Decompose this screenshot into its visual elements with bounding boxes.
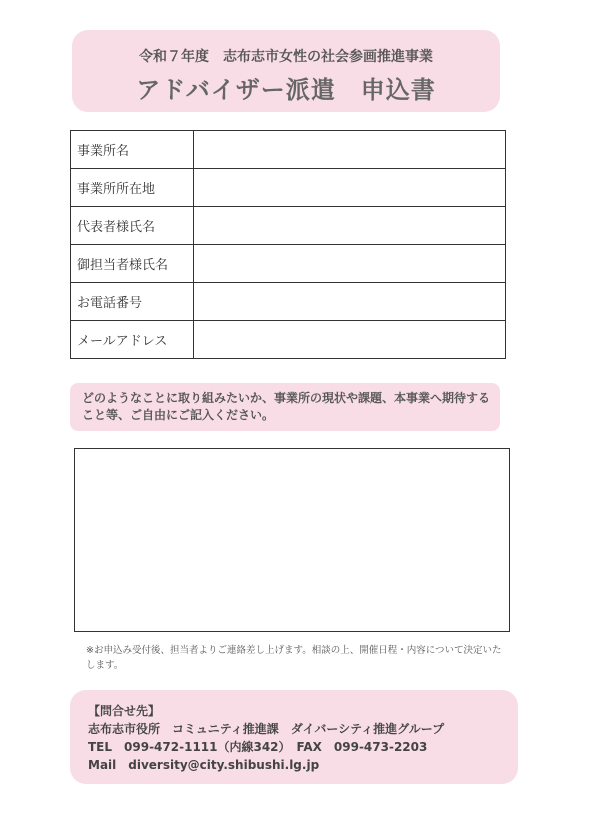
free-text-prompt-banner — [70, 383, 500, 431]
contact-organization: 志布志市役所 コミュニティ推進課 ダイバーシティ推進グループ — [88, 722, 445, 736]
contact-info-box — [70, 690, 518, 784]
form-title: アドバイザー派遣 申込書 — [136, 76, 436, 104]
label-email: メールアドレス — [71, 321, 194, 359]
free-text-area[interactable] — [74, 448, 510, 632]
contact-heading: 【問合せ先】 — [88, 704, 161, 718]
input-email[interactable] — [193, 321, 505, 359]
form-row-contact-person — [71, 245, 506, 283]
footnote: ※お申込み受付後、担当者よりご連絡差し上げます。相談の上、開催日程・内容について決定いたします。 — [86, 645, 502, 671]
label-phone: お電話番号 — [71, 283, 194, 321]
contact-mail: Mail diversity@city.shibushi.lg.jp — [88, 758, 320, 772]
form-row-representative — [71, 207, 506, 245]
input-phone[interactable] — [193, 283, 505, 321]
label-contact-person: 御担当者様氏名 — [71, 245, 194, 283]
input-contact-person[interactable] — [193, 245, 505, 283]
application-form-table — [70, 130, 506, 359]
form-row-email — [71, 321, 506, 359]
label-representative: 代表者様氏名 — [71, 207, 194, 245]
title-banner — [72, 30, 500, 112]
label-business-name: 事業所名 — [71, 131, 194, 169]
form-row-business-name — [71, 131, 506, 169]
contact-tel-fax: TEL 099-472-1111（内線342） FAX 099-473-2203 — [88, 740, 428, 754]
label-business-address: 事業所所在地 — [71, 169, 194, 207]
form-row-phone — [71, 283, 506, 321]
program-title: 令和７年度 志布志市女性の社会参画推進事業 — [139, 49, 433, 65]
form-row-business-address — [71, 169, 506, 207]
input-business-name[interactable] — [193, 131, 505, 169]
free-text-prompt: どのようなことに取り組みたいか、事業所の現状や課題、本事業へ期待すること等、ご自由にご記入ください。 — [82, 391, 491, 422]
input-representative[interactable] — [193, 207, 505, 245]
input-business-address[interactable] — [193, 169, 505, 207]
